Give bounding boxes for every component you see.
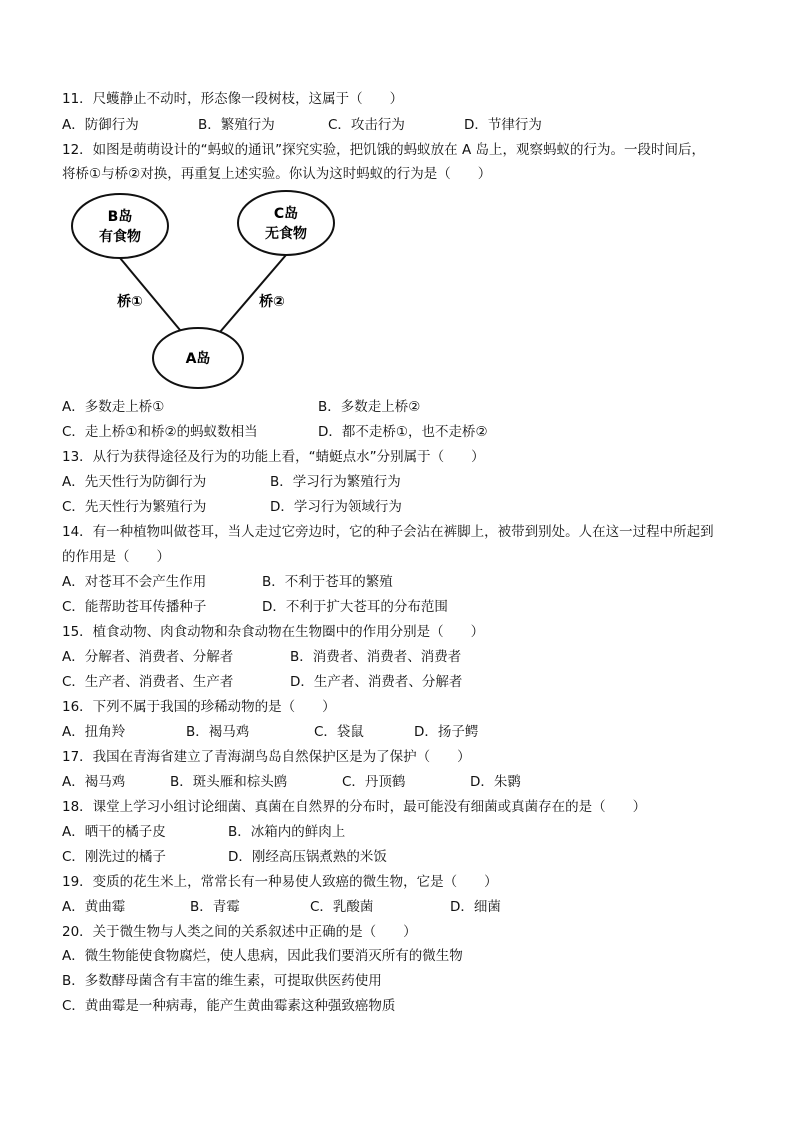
q20-option-a: A．微生物能使食物腐烂，使人患病，因此我们要消灭所有的微生物 bbox=[62, 948, 463, 964]
q11-option-b: B．繁殖行为 bbox=[198, 117, 275, 133]
q12-option-c: C．走上桥①和桥②的蚂蚁数相当 bbox=[62, 424, 258, 440]
q20-option-b: B．多数酵母菌含有丰富的维生素，可提取供医药使用 bbox=[62, 973, 382, 989]
q19-option-a: A．黄曲霉 bbox=[62, 899, 126, 915]
q15-option-d: D．生产者、消费者、分解者 bbox=[290, 674, 463, 690]
bridge1-label: 桥① bbox=[117, 294, 143, 310]
q17-stem: 17．我国在青海省建立了青海湖鸟岛自然保护区是为了保护（ ） bbox=[62, 749, 471, 765]
q11-option-d: D．节律行为 bbox=[464, 117, 542, 133]
q15-stem: 15．植食动物、肉食动物和杂食动物在生物圈中的作用分别是（ ） bbox=[62, 624, 485, 640]
q17-option-a: A．褐马鸡 bbox=[62, 774, 126, 790]
q17-option-b: B．斑头雁和棕头鸥 bbox=[170, 774, 288, 790]
q12-stem-line1: 12．如图是萌萌设计的“蚂蚁的通讯”探究实验，把饥饿的蚂蚁放在 A 岛上，观察蚂蚁的行为。一段时间后， bbox=[62, 142, 705, 158]
q18-option-b: B．冰箱内的鲜肉上 bbox=[228, 824, 346, 840]
q12-option-b: B．多数走上桥② bbox=[318, 399, 421, 415]
island-b-label: B岛 bbox=[107, 209, 133, 225]
q13-option-b: B．学习行为繁殖行为 bbox=[270, 474, 401, 490]
q20-option-c: C．黄曲霉是一种病毒，能产生黄曲霉素这种强致癌物质 bbox=[62, 998, 396, 1014]
q18-stem: 18．课堂上学习小组讨论细菌、真菌在自然界的分布时，最可能没有细菌或真菌存在的是（ ） bbox=[62, 799, 647, 815]
island-c-ellipse bbox=[238, 191, 334, 255]
q16-option-b: B．褐马鸡 bbox=[186, 724, 250, 740]
island-a-label: A岛 bbox=[185, 351, 211, 367]
q12-option-d: D．都不走桥①，也不走桥② bbox=[318, 424, 488, 440]
q15-option-c: C．生产者、消费者、生产者 bbox=[62, 674, 234, 690]
q12-stem-line2: 将桥①与桥②对换，再重复上述实验。你认为这时蚂蚁的行为是（ ） bbox=[62, 166, 492, 182]
q14-option-b: B．不利于苍耳的繁殖 bbox=[262, 574, 393, 590]
q13-stem: 13．从行为获得途径及行为的功能上看，“蜻蜓点水”分别属于（ ） bbox=[62, 449, 485, 465]
q18-option-a: A．晒干的橘子皮 bbox=[62, 824, 166, 840]
q19-option-d: D．细菌 bbox=[450, 899, 501, 915]
q19-stem: 19．变质的花生米上，常常长有一种易使人致癌的微生物，它是（ ） bbox=[62, 874, 498, 890]
q14-option-d: D．不利于扩大苍耳的分布范围 bbox=[262, 599, 448, 615]
q13-option-d: D．学习行为领域行为 bbox=[270, 499, 402, 515]
q13-option-a: A．先天性行为防御行为 bbox=[62, 474, 207, 490]
bridge2-label: 桥② bbox=[259, 294, 285, 310]
q14-option-c: C．能帮助苍耳传播种子 bbox=[62, 599, 207, 615]
q14-stem-line1: 14．有一种植物叫做苍耳，当人走过它旁边时，它的种子会沾在裤脚上，被带到别处。人在这一过程中所起到 bbox=[62, 524, 714, 540]
q18-option-c: C．刚洗过的橘子 bbox=[62, 849, 166, 865]
island-c-food-label: 无食物 bbox=[265, 226, 307, 242]
island-b-ellipse bbox=[72, 194, 168, 258]
q12-option-a: A．多数走上桥① bbox=[62, 399, 165, 415]
q14-option-a: A．对苍耳不会产生作用 bbox=[62, 574, 207, 590]
q15-option-a: A．分解者、消费者、分解者 bbox=[62, 649, 234, 665]
q11-option-c: C．攻击行为 bbox=[328, 117, 405, 133]
q16-option-d: D．扬子鳄 bbox=[414, 724, 479, 740]
ant-experiment-diagram bbox=[60, 188, 307, 393]
q16-option-c: C．袋鼠 bbox=[314, 724, 364, 740]
q17-option-d: D．朱鹮 bbox=[470, 774, 521, 790]
q20-stem: 20．关于微生物与人类之间的关系叙述中正确的是（ ） bbox=[62, 924, 417, 940]
island-c-label: C岛 bbox=[273, 206, 299, 222]
q17-option-c: C．丹顶鹤 bbox=[342, 774, 406, 790]
q16-option-a: A．扭角羚 bbox=[62, 724, 126, 740]
q18-option-d: D．刚经高压锅煮熟的米饭 bbox=[228, 849, 387, 865]
q19-option-c: C．乳酸菌 bbox=[310, 899, 374, 915]
q11-stem: 11．尺蠖静止不动时，形态像一段树枝，这属于（ ） bbox=[62, 91, 404, 107]
q16-stem: 16．下列不属于我国的珍稀动物的是（ ） bbox=[62, 699, 336, 715]
q15-option-b: B．消费者、消费者、消费者 bbox=[290, 649, 462, 665]
q13-option-c: C．先天性行为繁殖行为 bbox=[62, 499, 207, 515]
q14-stem-line2: 的作用是（ ） bbox=[62, 549, 170, 565]
q19-option-b: B．青霉 bbox=[190, 899, 240, 915]
q11-option-a: A．防御行为 bbox=[62, 117, 139, 133]
island-b-food-label: 有食物 bbox=[99, 229, 141, 245]
